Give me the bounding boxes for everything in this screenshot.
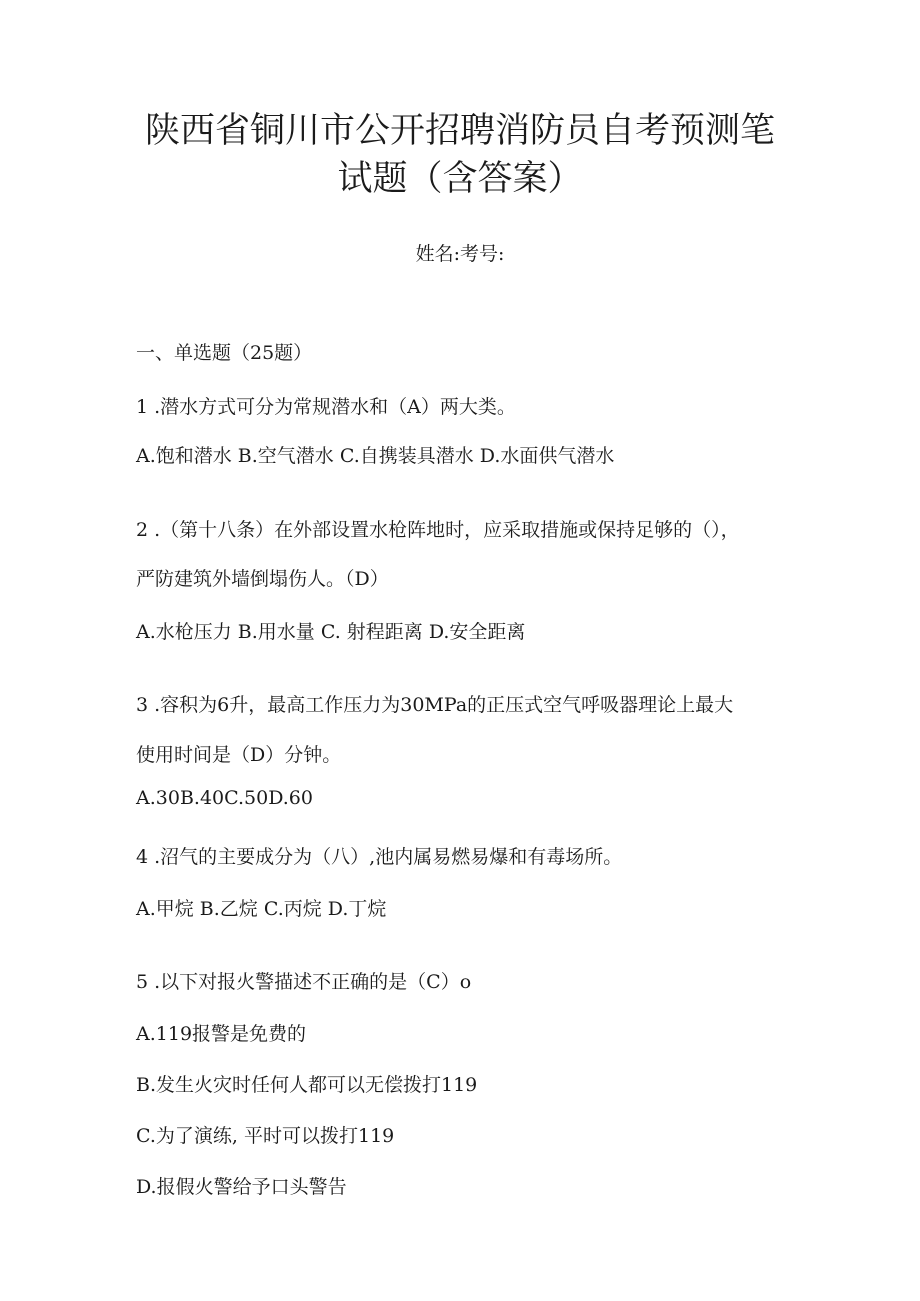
- question-3-stem-line-2: 使用时间是（D）分钟。: [136, 744, 342, 766]
- name-exam-number-line: 姓名:考号:: [415, 243, 505, 265]
- title-line-2: 试题（含答案）: [337, 159, 583, 199]
- question-5-option-d: D.报假火警给予口头警告: [136, 1176, 347, 1198]
- question-2-options: A.水枪压力 B.用水量 C. 射程距离 D.安全距离: [136, 621, 526, 643]
- title-line-1: 陕西省铜川市公开招聘消防员自考预测笔: [144, 111, 775, 151]
- question-5-stem: 5 .以下对报火警描述不正确的是（C）o: [136, 971, 472, 993]
- question-2-stem-line-1: 2 .（第十八条）在外部设置水枪阵地时，应采取措施或保持足够的（），: [136, 519, 740, 541]
- question-5-option-b: B.发生火灾时任何人都可以无偿拨打119: [136, 1074, 478, 1096]
- question-3-options: A.30B.40C.50D.60: [136, 787, 313, 809]
- question-5-option-c: C.为了演练, 平时可以拨打119: [136, 1125, 395, 1147]
- question-4-stem: 4 .沼气的主要成分为（八）,池内属易燃易爆和有毒场所。: [136, 846, 623, 868]
- section-heading: 一、单选题（25题）: [136, 342, 313, 364]
- question-4-options: A.甲烷 B.乙烷 C.丙烷 D.丁烷: [136, 898, 387, 920]
- question-1-stem: 1 .潜水方式可分为常规潜水和（A）两大类。: [136, 396, 516, 418]
- question-2-stem-line-2: 严防建筑外墙倒塌伤人。（D）: [136, 568, 389, 590]
- question-5-option-a: A.119报警是免费的: [136, 1023, 307, 1045]
- question-1-options: A.饱和潜水 B.空气潜水 C.自携装具潜水 D.水面供气潜水: [136, 445, 615, 467]
- question-3-stem-line-1: 3 .容积为6升，最高工作压力为30MPa的正压式空气呼吸器理论上最大: [136, 694, 734, 716]
